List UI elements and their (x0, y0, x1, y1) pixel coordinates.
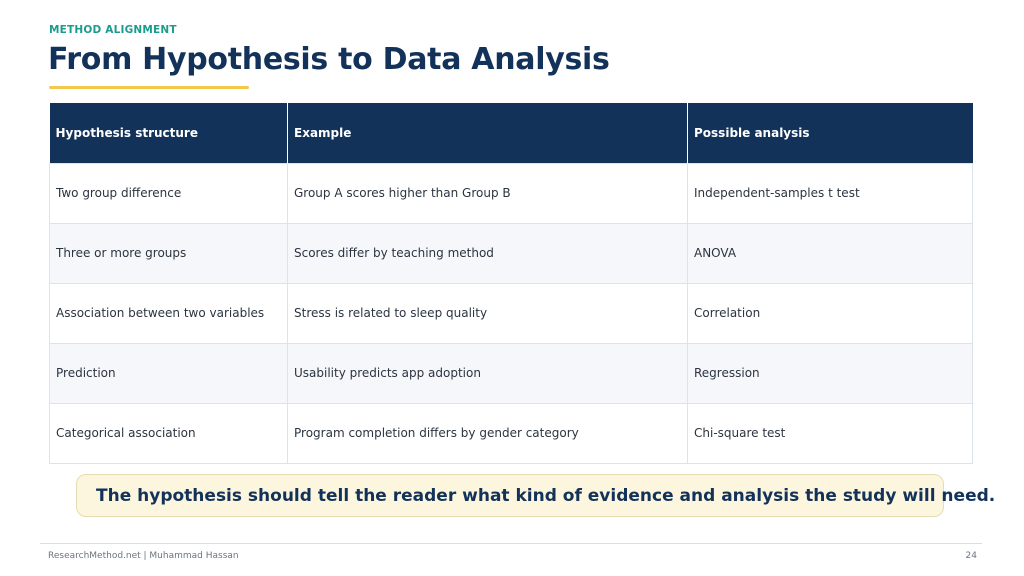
table-cell: Scores differ by teaching method (288, 223, 688, 283)
table-cell: Two group difference (50, 163, 288, 223)
table-cell: Correlation (688, 283, 973, 343)
table-cell: Stress is related to sleep quality (288, 283, 688, 343)
column-header-example: Example (288, 103, 688, 163)
table-cell: Usability predicts app adoption (288, 343, 688, 403)
key-takeaway-callout (76, 474, 996, 517)
table-header-row (50, 103, 973, 163)
table-cell: Independent-samples t test (688, 163, 973, 223)
table-cell: Categorical association (50, 403, 288, 463)
section-eyebrow: METHOD ALIGNMENT (49, 24, 177, 36)
hypothesis-analysis-table (49, 103, 973, 464)
title-underline (49, 86, 249, 89)
footer-divider (40, 543, 982, 544)
page-number: 24 (965, 551, 977, 561)
table-cell: Association between two variables (50, 283, 288, 343)
table-cell: Program completion differs by gender category (288, 403, 688, 463)
column-header-hypothesis-structure: Hypothesis structure (50, 103, 288, 163)
slide-title: From Hypothesis to Data Analysis (48, 42, 610, 77)
table-cell: Chi-square test (688, 403, 973, 463)
table-row (50, 283, 973, 343)
table-row (50, 343, 973, 403)
column-header-possible-analysis: Possible analysis (688, 103, 973, 163)
table-cell: Three or more groups (50, 223, 288, 283)
table-row (50, 163, 973, 223)
footer-source: ResearchMethod.net | Muhammad Hassan (48, 551, 239, 561)
table-row (50, 223, 973, 283)
table-row (50, 403, 973, 463)
table-cell: Group A scores higher than Group B (288, 163, 688, 223)
table-cell: Prediction (50, 343, 288, 403)
table-cell: ANOVA (688, 223, 973, 283)
table-cell: Regression (688, 343, 973, 403)
callout-text: The hypothesis should tell the reader what kind of evidence and analysis the study will need. (96, 485, 996, 506)
